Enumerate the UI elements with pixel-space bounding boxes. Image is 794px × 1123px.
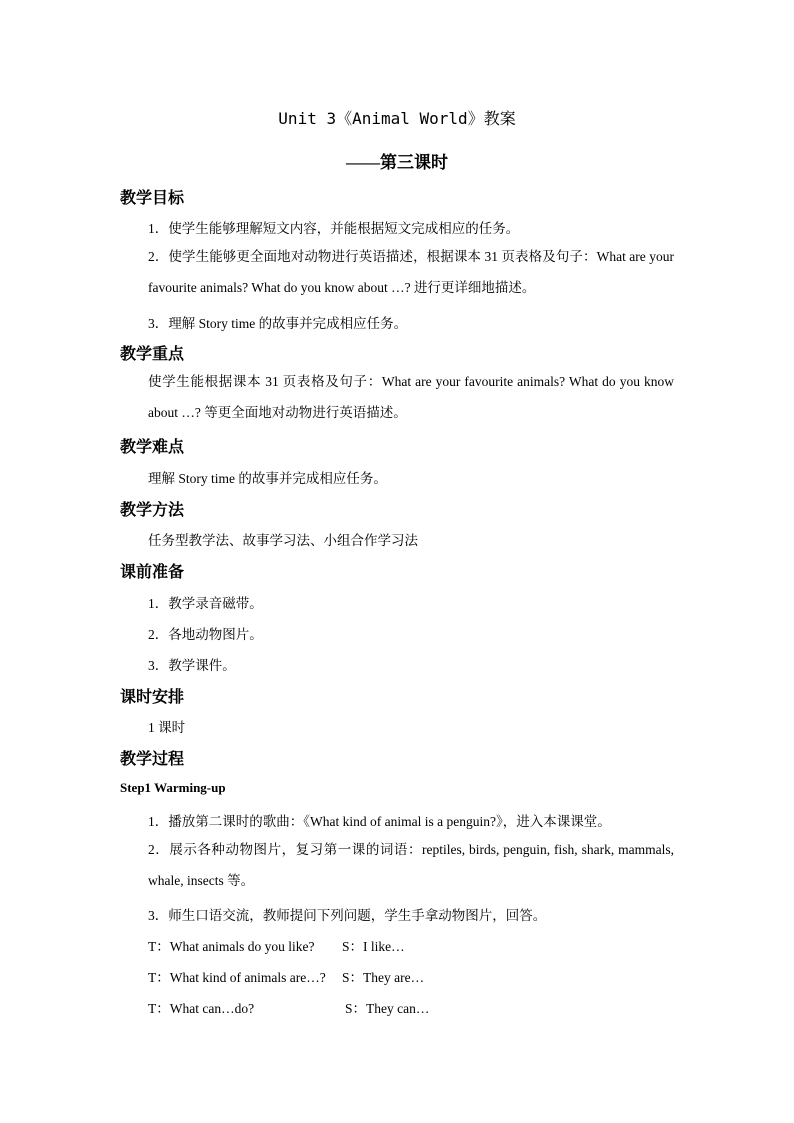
methods-text: 任务型教学法、故事学习法、小组合作学习法 bbox=[148, 533, 418, 548]
process-heading: 教学过程 bbox=[120, 751, 185, 768]
difficulties-heading: 教学难点 bbox=[120, 439, 185, 456]
dialogue-teacher-line: T：What animals do you like? bbox=[148, 939, 315, 954]
objective-item: 2．使学生能够更全面地对动物进行英语描述，根据课本 31 页表格及句子：What are your favourite animals? What do you know about …? 进行更详细地描述。 bbox=[148, 249, 674, 295]
preparation-item: 3．教学课件。 bbox=[148, 658, 236, 673]
process-item: 3．师生口语交流，教师提问下列问题，学生手拿动物图片，回答。 bbox=[148, 908, 547, 923]
preparation-item: 2．各地动物图片。 bbox=[148, 627, 263, 642]
objective-item: 3．理解 Story time 的故事并完成相应任务。 bbox=[148, 316, 408, 331]
document-title: Unit 3《Animal World》教案 bbox=[278, 109, 516, 128]
dialogue-student-line: S：I like… bbox=[342, 939, 405, 954]
dialogue-teacher-line: T：What kind of animals are…? bbox=[148, 970, 326, 985]
objectives-heading: 教学目标 bbox=[120, 190, 185, 207]
methods-heading: 教学方法 bbox=[120, 502, 185, 519]
step1-heading: Step1 Warming-up bbox=[120, 780, 226, 795]
objective-item: 1．使学生能够理解短文内容，并能根据短文完成相应的任务。 bbox=[148, 221, 520, 236]
process-item: 2．展示各种动物图片，复习第一课的词语：reptiles, birds, penguin, fish, shark, mammals, whale, insects 等。 bbox=[148, 842, 674, 888]
dialogue-teacher-line: T：What can…do? bbox=[148, 1001, 255, 1016]
dialogue-student-line: S：They can… bbox=[345, 1001, 430, 1016]
key-points-text: 使学生能根据课本 31 页表格及句子：What are your favourite animals? What do you know about …? 等更全面地对动物进行英语描述。 bbox=[148, 374, 674, 420]
dialogue-student-line: S：They are… bbox=[342, 970, 425, 985]
lesson-subtitle: ——第三课时 bbox=[346, 153, 448, 172]
schedule-heading: 课时安排 bbox=[120, 689, 185, 706]
key-points-heading: 教学重点 bbox=[120, 346, 185, 363]
difficulties-text: 理解 Story time 的故事并完成相应任务。 bbox=[148, 471, 387, 486]
preparation-item: 1．教学录音磁带。 bbox=[148, 596, 263, 611]
schedule-text: 1 课时 bbox=[148, 720, 186, 735]
preparation-heading: 课前准备 bbox=[120, 564, 185, 581]
process-item: 1．播放第二课时的歌曲：《What kind of animal is a penguin?》，进入本课课堂。 bbox=[148, 814, 611, 829]
